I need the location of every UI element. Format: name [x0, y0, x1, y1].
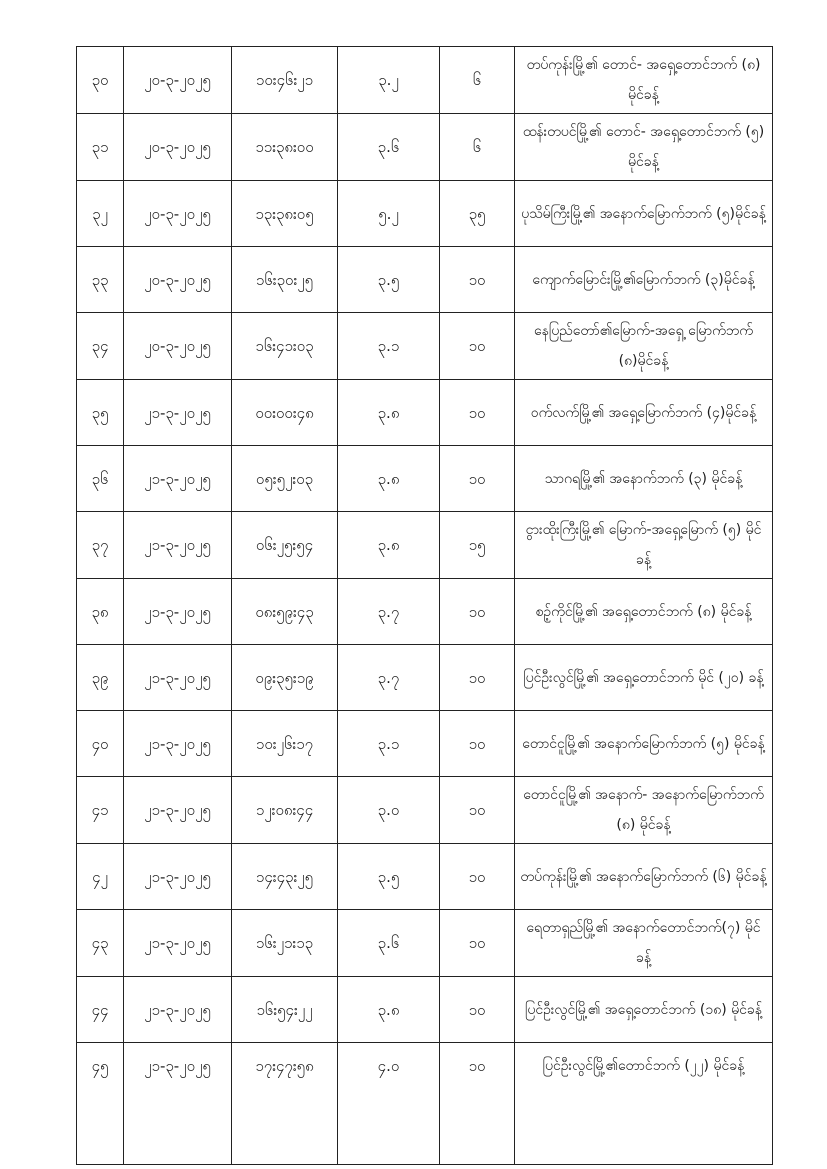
date-cell: ၂၀-၃-၂၀၂၅	[124, 47, 232, 114]
magnitude-cell: ၃.၂	[338, 47, 440, 114]
magnitude-cell: ၄.၀	[338, 1043, 440, 1165]
magnitude-cell: ၃.၇	[338, 579, 440, 645]
table-row	[77, 844, 773, 910]
table-row	[77, 977, 773, 1043]
row-number-cell: ၃၉	[77, 645, 124, 711]
magnitude-cell: ၅.၂	[338, 181, 440, 247]
time-cell: ၁၆း၄၁း၀၃	[232, 313, 338, 380]
depth-cell: ၁၀	[440, 1043, 515, 1165]
location-cell: ရေတာရှည်မြို့၏ အနောက်တောင်ဘက်(၇) မိုင်ခန့်	[515, 910, 773, 977]
time-cell: ၀၈း၅၉း၄၃	[232, 579, 338, 645]
table-row	[77, 645, 773, 711]
magnitude-cell: ၃.၁	[338, 711, 440, 777]
row-number-cell: ၃၀	[77, 47, 124, 114]
time-cell: ၁၆း၃၀း၂၅	[232, 247, 338, 313]
location-cell: ဝက်လက်မြို့၏ အရှေ့မြောက်ဘက် (၄)မိုင်ခန့်	[515, 380, 773, 446]
location-cell: စဉ့်ကိုင်မြို့၏ အရှေ့တောင်ဘက် (၈) မိုင်ခန့်	[515, 579, 773, 645]
date-cell: ၂၀-၃-၂၀၂၅	[124, 313, 232, 380]
time-cell: ၁၁း၃၈း၀၀	[232, 114, 338, 181]
depth-cell: ၆	[440, 114, 515, 181]
depth-cell: ၁၅	[440, 512, 515, 579]
row-number-cell: ၃၄	[77, 313, 124, 380]
location-cell: ပြင်ဦးလွင်မြို့၏ အရှေ့တောင်ဘက် (၁၈) မိုင်ခန့်	[515, 977, 773, 1043]
magnitude-cell: ၃.၆	[338, 910, 440, 977]
magnitude-cell: ၃.၇	[338, 645, 440, 711]
table-row	[77, 1043, 773, 1165]
row-number-cell: ၄၄	[77, 977, 124, 1043]
depth-cell: ၁၀	[440, 777, 515, 844]
magnitude-cell: ၃.၈	[338, 446, 440, 512]
time-cell: ၁၇း၄၇း၅၈	[232, 1043, 338, 1165]
depth-cell: ၁၀	[440, 380, 515, 446]
depth-cell: ၁၀	[440, 711, 515, 777]
location-cell: နေပြည်တော်၏မြောက်-အရှေ့ မြောက်ဘက် (၈)မိုင်ခန့်	[515, 313, 773, 380]
table-row	[77, 910, 773, 977]
table-body	[77, 47, 773, 1165]
location-cell: တပ်ကုန်းမြို့၏ အနောက်မြောက်ဘက် (၆) မိုင်ခန့်	[515, 844, 773, 910]
date-cell: ၂၁-၃-၂၀၂၅	[124, 645, 232, 711]
time-cell: ၁၀း၄၆း၂၁	[232, 47, 338, 114]
date-cell: ၂၀-၃-၂၀၂၅	[124, 114, 232, 181]
table-row	[77, 512, 773, 579]
table-row	[77, 446, 773, 512]
location-cell: တောင်ငူမြို့၏ အနောက်- အနောက်မြောက်ဘက် (၈) မိုင်ခန့်	[515, 777, 773, 844]
table-row	[77, 313, 773, 380]
row-number-cell: ၃၈	[77, 579, 124, 645]
table-row	[77, 579, 773, 645]
earthquake-table-container	[76, 46, 772, 1165]
location-cell: သာဂရမြို့၏ အနောက်ဘက် (၃) မိုင်ခန့်	[515, 446, 773, 512]
date-cell: ၂၁-၃-၂၀၂၅	[124, 380, 232, 446]
date-cell: ၂၁-၃-၂၀၂၅	[124, 777, 232, 844]
depth-cell: ၁၀	[440, 645, 515, 711]
magnitude-cell: ၃.၈	[338, 977, 440, 1043]
row-number-cell: ၄၃	[77, 910, 124, 977]
table-row	[77, 181, 773, 247]
location-cell: ပြင်ဦးလွင်မြို့၏ အရှေ့တောင်ဘက် မိုင် (၂၀) ခန့်	[515, 645, 773, 711]
table-row	[77, 380, 773, 446]
location-cell: ပုသိမ်ကြီးမြို့၏ အနောက်မြောက်ဘက် (၅)မိုင်ခန့်	[515, 181, 773, 247]
table-row	[77, 777, 773, 844]
table-row	[77, 247, 773, 313]
time-cell: ၁၃း၃၈း၀၅	[232, 181, 338, 247]
magnitude-cell: ၃.၆	[338, 114, 440, 181]
time-cell: ၀၅း၅၂း၀၃	[232, 446, 338, 512]
date-cell: ၂၁-၃-၂၀၂၅	[124, 977, 232, 1043]
time-cell: ၁၀း၂၆း၁၇	[232, 711, 338, 777]
date-cell: ၂၁-၃-၂၀၂၅	[124, 446, 232, 512]
row-number-cell: ၃၂	[77, 181, 124, 247]
depth-cell: ၆	[440, 47, 515, 114]
depth-cell: ၃၅	[440, 181, 515, 247]
location-cell: ထန်းတပင်မြို့၏ တောင်- အရှေ့တောင်ဘက် (၅) မိုင်ခန့်	[515, 114, 773, 181]
date-cell: ၂၁-၃-၂၀၂၅	[124, 512, 232, 579]
row-number-cell: ၄၀	[77, 711, 124, 777]
depth-cell: ၁၀	[440, 844, 515, 910]
date-cell: ၂၀-၃-၂၀၂၅	[124, 181, 232, 247]
location-cell: တပ်ကုန်းမြို့၏ တောင်- အရှေ့တောင်ဘက် (၈) မိုင်ခန့်	[515, 47, 773, 114]
depth-cell: ၁၀	[440, 579, 515, 645]
depth-cell: ၁၀	[440, 977, 515, 1043]
row-number-cell: ၃၇	[77, 512, 124, 579]
depth-cell: ၁၀	[440, 446, 515, 512]
time-cell: ၀၀း၀၀း၄၈	[232, 380, 338, 446]
date-cell: ၂၁-၃-၂၀၂၅	[124, 910, 232, 977]
time-cell: ၀၆း၂၅း၅၄	[232, 512, 338, 579]
row-number-cell: ၃၁	[77, 114, 124, 181]
location-cell: ကျောက်မြောင်းမြို့၏မြောက်ဘက် (၃)မိုင်ခန့်	[515, 247, 773, 313]
depth-cell: ၁၀	[440, 313, 515, 380]
time-cell: ၁၄း၄၃း၂၅	[232, 844, 338, 910]
magnitude-cell: ၃.၈	[338, 512, 440, 579]
row-number-cell: ၃၆	[77, 446, 124, 512]
row-number-cell: ၃၅	[77, 380, 124, 446]
earthquake-table	[76, 46, 773, 1165]
date-cell: ၂၀-၃-၂၀၂၅	[124, 247, 232, 313]
table-row	[77, 711, 773, 777]
row-number-cell: ၄၅	[77, 1043, 124, 1165]
time-cell: ၁၂း၀၈း၄၄	[232, 777, 338, 844]
location-cell: ငွားထိုးကြီးမြို့၏ မြောက်-အရှေ့မြောက် (၅) မိုင်ခန့်	[515, 512, 773, 579]
magnitude-cell: ၃.၁	[338, 313, 440, 380]
date-cell: ၂၁-၃-၂၀၂၅	[124, 711, 232, 777]
row-number-cell: ၄၂	[77, 844, 124, 910]
date-cell: ၂၁-၃-၂၀၂၅	[124, 844, 232, 910]
date-cell: ၂၁-၃-၂၀၂၅	[124, 579, 232, 645]
location-cell: ပြင်ဦးလွင်မြို့၏တောင်ဘက် (၂၂) မိုင်ခန့်	[515, 1043, 773, 1165]
row-number-cell: ၃၃	[77, 247, 124, 313]
magnitude-cell: ၃.၀	[338, 777, 440, 844]
time-cell: ၁၆း၂၁း၁၃	[232, 910, 338, 977]
table-row	[77, 114, 773, 181]
magnitude-cell: ၃.၅	[338, 247, 440, 313]
table-row	[77, 47, 773, 114]
depth-cell: ၁၀	[440, 247, 515, 313]
magnitude-cell: ၃.၅	[338, 844, 440, 910]
location-cell: တောင်ငူမြို့၏ အနောက်မြောက်ဘက် (၅) မိုင်ခန့်	[515, 711, 773, 777]
magnitude-cell: ၃.၈	[338, 380, 440, 446]
date-cell: ၂၁-၃-၂၀၂၅	[124, 1043, 232, 1165]
row-number-cell: ၄၁	[77, 777, 124, 844]
depth-cell: ၁၀	[440, 910, 515, 977]
time-cell: ၁၆း၅၄း၂၂	[232, 977, 338, 1043]
time-cell: ၀၉း၃၅း၁၉	[232, 645, 338, 711]
